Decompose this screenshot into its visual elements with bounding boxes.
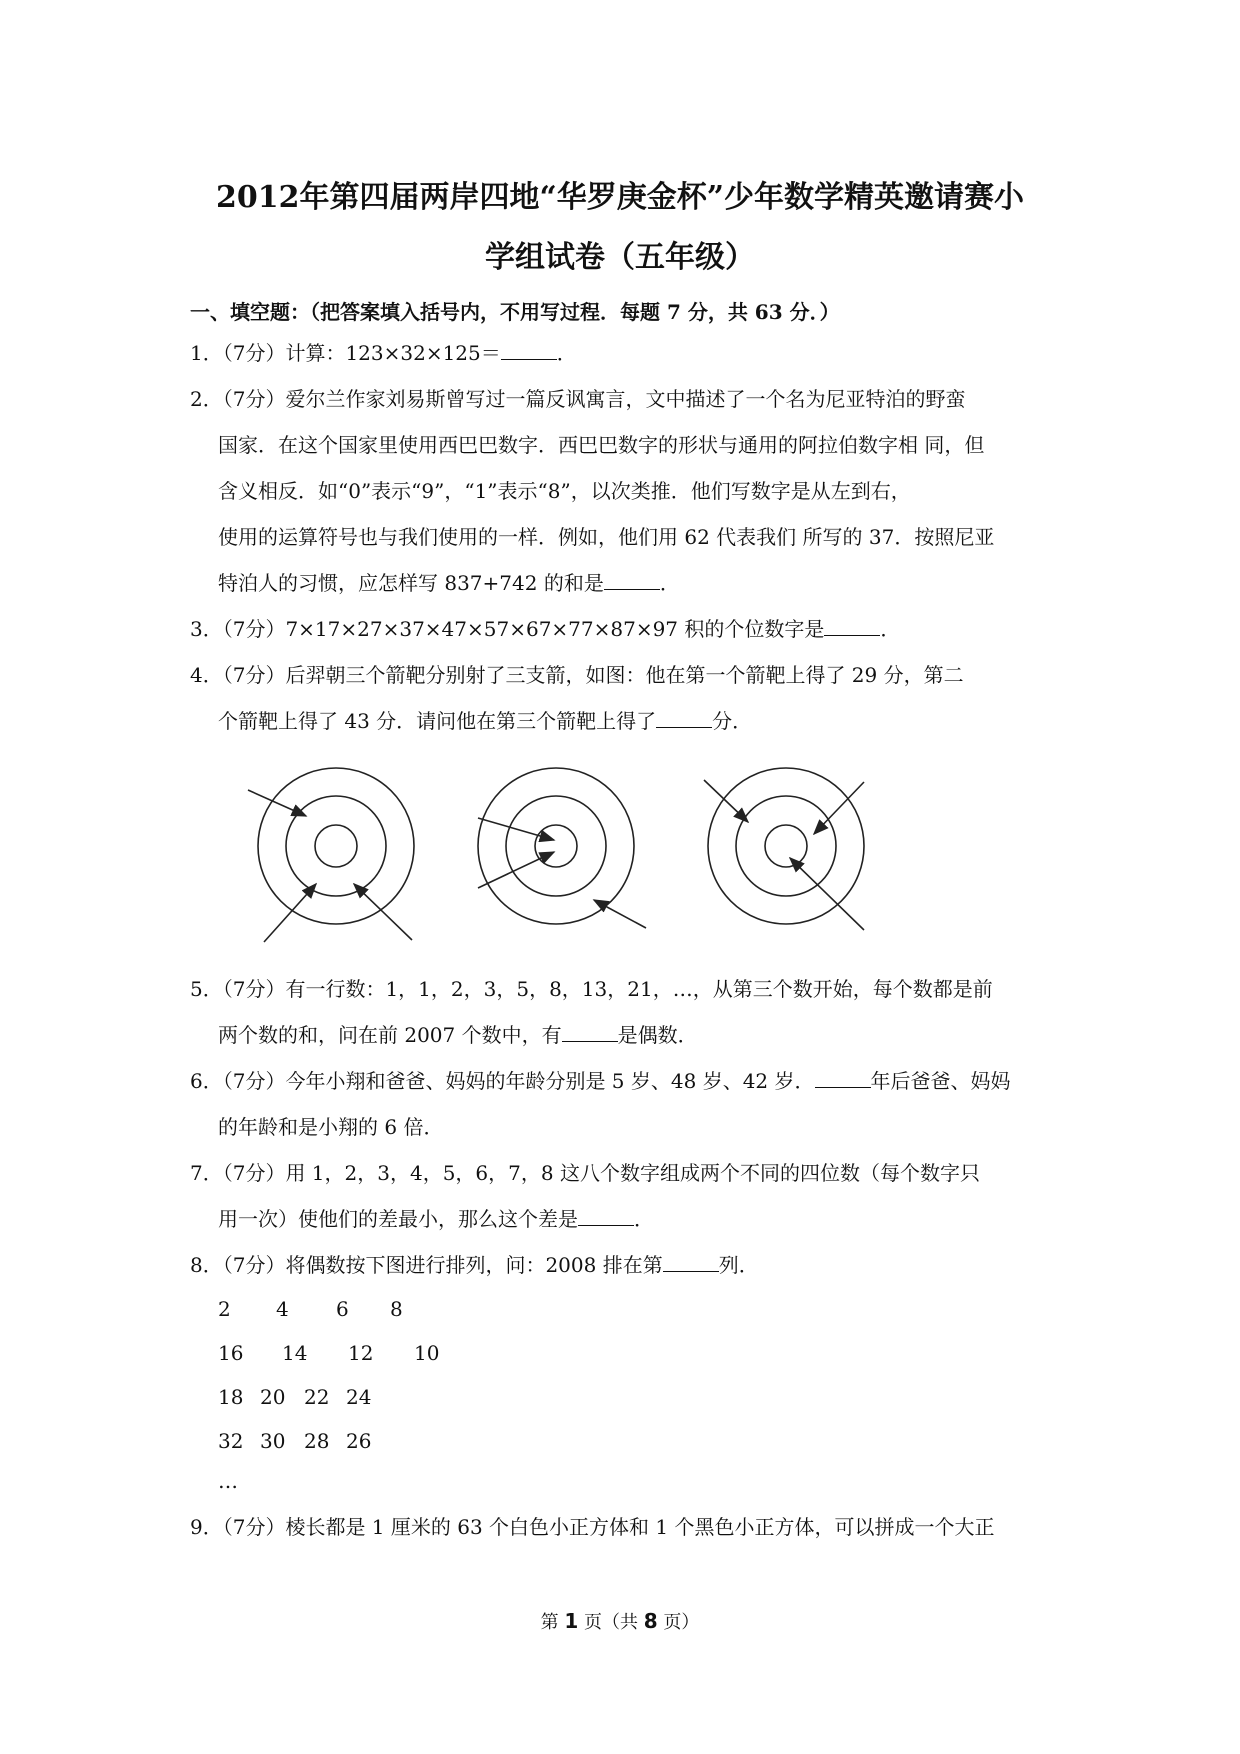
grid-cell: 4 [276, 1297, 289, 1321]
answer-blank [604, 571, 660, 590]
question-4-end: 分． [712, 709, 753, 733]
question-3-text: 3．（7分）7×17×27×37×47×57×67×77×87×97 积的个位数字是 [190, 617, 825, 641]
answer-blank [656, 709, 712, 728]
grid-cell: 6 [336, 1297, 349, 1321]
grid-cell: 8 [390, 1297, 403, 1321]
answer-blank [663, 1253, 719, 1272]
grid-cell: 22 [304, 1385, 330, 1409]
grid-cell: 2 [218, 1297, 231, 1321]
question-5-end: 是偶数． [617, 1023, 698, 1047]
question-1-text: 1．（7分）计算：123×32×125＝ [190, 341, 501, 365]
question-2-line-5 [218, 570, 1070, 596]
question-4-line-1: 4．（7分）后羿朝三个箭靶分别射了三支箭，如图：他在第一个箭靶上得了 29 分，第二 [190, 663, 964, 687]
answer-blank [578, 1207, 634, 1226]
answer-blank [815, 1069, 871, 1088]
grid-cell: 26 [346, 1429, 372, 1453]
question-2-line-1: 2．（7分）爱尔兰作家刘易斯曾写过一篇反讽寓言，文中描述了一个名为尼亚特泊的野蛮 [190, 387, 966, 411]
question-6-line-2: 的年龄和是小翔的 6 倍． [218, 1115, 444, 1139]
page-title-line2: 学组试卷（五年级） [485, 240, 755, 275]
question-5-line-2-text: 两个数的和，问在前 2007 个数中，有 [218, 1023, 562, 1047]
grid-cell: 20 [260, 1385, 286, 1409]
question-1 [190, 340, 1070, 366]
target-3 [704, 768, 864, 930]
question-8-end: 列． [718, 1253, 759, 1277]
question-6-line-1-text: 6．（7分）今年小翔和爸爸、妈妈的年龄分别是 5 岁、48 岁、42 岁． [190, 1069, 815, 1093]
question-5-line-2 [218, 1022, 1070, 1048]
grid-cell: 12 [348, 1341, 374, 1365]
number-grid-ellipsis: … [218, 1469, 238, 1493]
question-3-end: ． [880, 617, 901, 641]
question-8-line-1-text: 8．（7分）将偶数按下图进行排列，问：2008 排在第 [190, 1253, 663, 1277]
page-footer [0, 1608, 1240, 1634]
question-6-line-1 [190, 1068, 1070, 1094]
total-pages: 8 [643, 1609, 658, 1633]
question-7-end: ． [634, 1207, 654, 1231]
question-2-line-3: 含义相反．如“0”表示“9”，“1”表示“8”，以次类推．他们写数字是从左到右， [218, 479, 911, 503]
footer-text: 第 [540, 1612, 565, 1633]
question-4-line-2 [218, 708, 1070, 734]
question-3 [190, 616, 1070, 642]
grid-cell: 16 [218, 1341, 244, 1365]
archery-targets-figure [220, 760, 920, 960]
question-4-line-2-text: 个箭靶上得了 43 分．请问他在第三个箭靶上得了 [218, 709, 657, 733]
question-5-line-1: 5．（7分）有一行数：1，1，2，3，5，8，13，21，…，从第三个数开始，每个数都是前 [190, 977, 993, 1001]
question-7-line-1: 7．（7分）用 1，2，3，4，5，6，7，8 这八个数字组成两个不同的四位数（每个数字只 [190, 1161, 980, 1185]
page-number: 1 [564, 1609, 579, 1633]
question-1-end: ． [556, 341, 577, 365]
question-6-line-1-end: 年后爸爸、妈妈 [870, 1069, 1011, 1093]
grid-cell: 28 [304, 1429, 330, 1453]
page-title-line1: 2012年第四届两岸四地“华罗庚金杯”少年数学精英邀请赛小 [215, 180, 1024, 215]
answer-blank [501, 341, 557, 360]
question-9-line-1: 9．（7分）棱长都是 1 厘米的 63 个白色小正方体和 1 个黑色小正方体，可以拼成一个大正 [190, 1515, 995, 1539]
grid-cell: 18 [218, 1385, 244, 1409]
section-heading: 一、填空题：（把答案填入括号内，不用写过程．每题 7 分，共 63 分．） [190, 300, 840, 324]
target-1 [248, 768, 414, 942]
question-7-line-2-text: 用一次）使他们的差最小，那么这个差是 [218, 1207, 578, 1231]
answer-blank [562, 1023, 618, 1042]
footer-text: 页） [657, 1612, 700, 1633]
question-8-line-1 [190, 1252, 1070, 1278]
grid-cell: 24 [346, 1385, 372, 1409]
target-2 [478, 768, 646, 928]
grid-cell: 30 [260, 1429, 286, 1453]
grid-cell: 32 [218, 1429, 244, 1453]
question-2-line-5-text: 特泊人的习惯，应怎样写 837+742 的和是 [218, 571, 604, 595]
grid-cell: 10 [414, 1341, 440, 1365]
question-2-line-2: 国家．在这个国家里使用西巴巴数字．西巴巴数字的形状与通用的阿拉伯数字相 同，但 [218, 433, 985, 457]
answer-blank [824, 617, 880, 636]
question-7-line-2 [218, 1206, 1070, 1232]
footer-text: 页（共 [578, 1612, 644, 1633]
question-2-line-4: 使用的运算符号也与我们使用的一样．例如，他们用 62 代表我们 所写的 37．按照尼亚 [218, 525, 995, 549]
grid-cell: 14 [282, 1341, 308, 1365]
question-2-end: ． [659, 571, 680, 595]
